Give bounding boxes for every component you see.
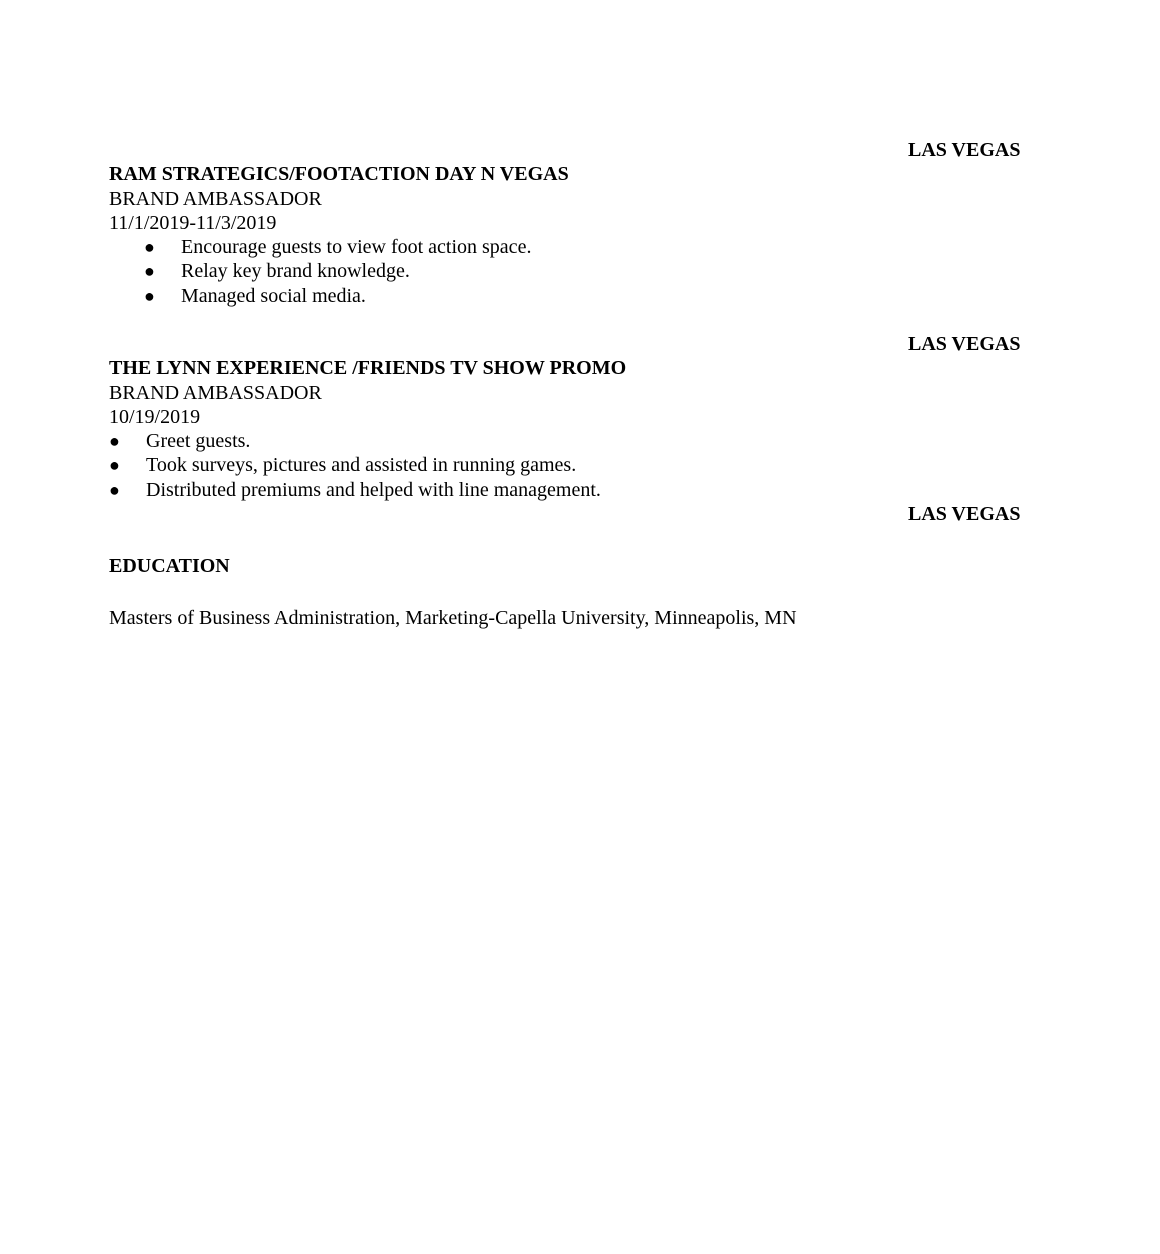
- job-1-title: BRAND AMBASSADOR: [109, 188, 322, 210]
- education-heading: EDUCATION: [109, 555, 230, 577]
- education-entry: Masters of Business Administration, Marketing-Capella University, Minneapolis, MN: [109, 607, 797, 629]
- bullet-text: Managed social media.: [181, 285, 366, 307]
- bullet-text: Took surveys, pictures and assisted in running games.: [146, 454, 577, 476]
- job-2-title: BRAND AMBASSADOR: [109, 382, 322, 404]
- bullet-icon: ●: [109, 431, 120, 451]
- job-1-company: RAM STRATEGICS/FOOTACTION DAY N VEGAS: [109, 163, 569, 185]
- bullet-text: Distributed premiums and helped with line management.: [146, 479, 601, 501]
- trailing-location: LAS VEGAS: [908, 503, 1021, 525]
- job-1-location: LAS VEGAS: [908, 139, 1021, 161]
- bullet-icon: ●: [109, 480, 120, 500]
- bullet-icon: ●: [109, 455, 120, 475]
- job-2-company: THE LYNN EXPERIENCE /FRIENDS TV SHOW PROMO: [109, 357, 627, 379]
- job-2-dates: 10/19/2019: [109, 406, 201, 428]
- job-1-dates: 11/1/2019-11/3/2019: [109, 212, 277, 234]
- bullet-text: Greet guests.: [146, 430, 251, 452]
- bullet-icon: ●: [144, 261, 155, 281]
- job-2-location: LAS VEGAS: [908, 333, 1021, 355]
- bullet-icon: ●: [144, 237, 155, 257]
- bullet-text: Relay key brand knowledge.: [181, 260, 410, 282]
- bullet-icon: ●: [144, 286, 155, 306]
- bullet-text: Encourage guests to view foot action space.: [181, 236, 532, 258]
